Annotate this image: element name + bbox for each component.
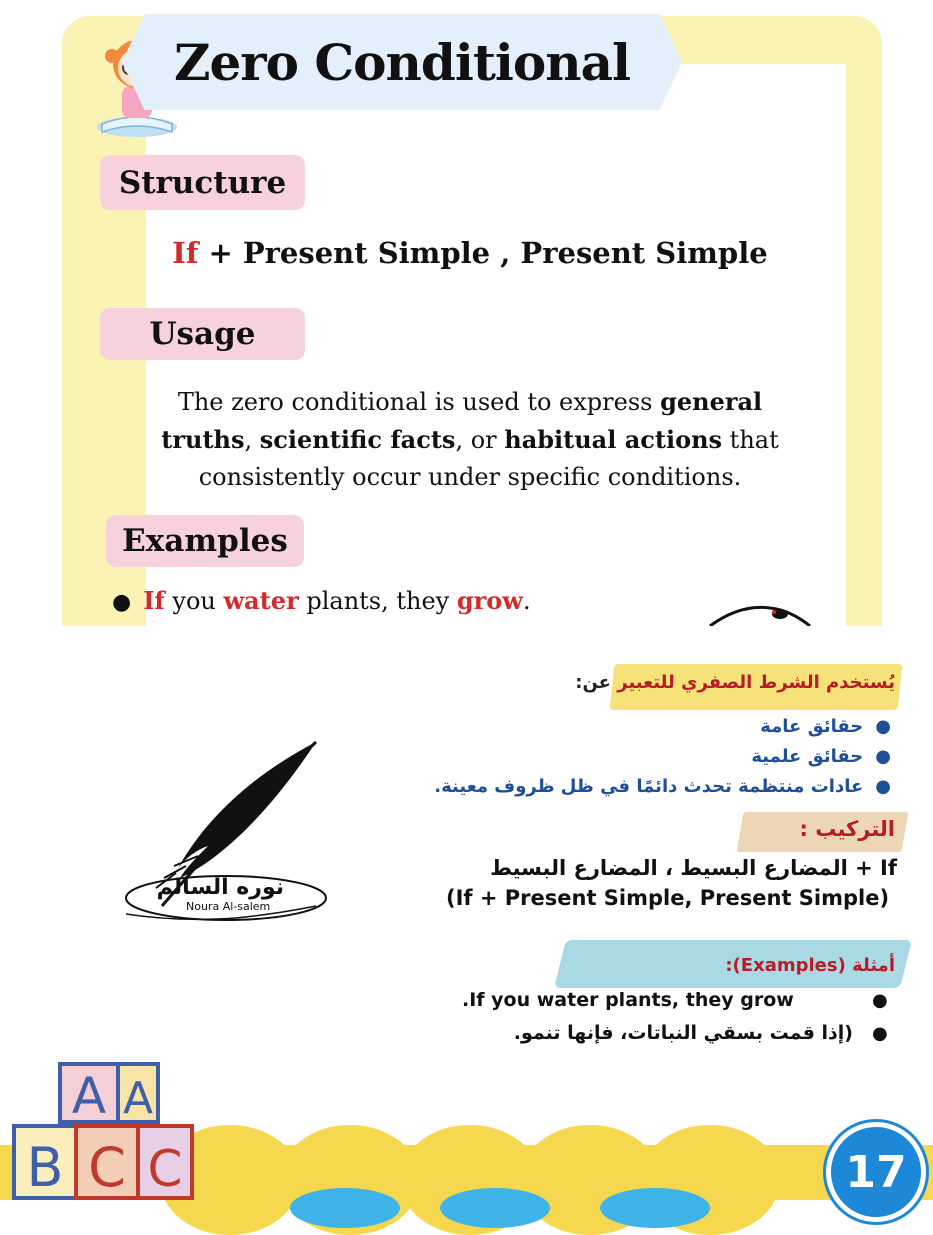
list-item [434,772,891,802]
author-logo [116,738,336,933]
example-text-3: . [522,587,531,615]
bullet-icon: ● [875,716,891,737]
bullet-icon: ● [872,1023,888,1044]
block-letter: B [26,1136,64,1199]
example-water: water [223,586,299,615]
cropped-bird-illustration [700,600,820,626]
usage-bold-habitual-actions: habitual actions [504,425,723,454]
footer-blue-arc [290,1188,400,1228]
examples-label: Examples [106,515,304,567]
usage-text-3: , or [455,426,505,454]
usage-text-4: that consistently occur under specific conditions. [198,426,779,491]
arabic-structure-heading: التركيب : [799,817,895,841]
usage-description [130,383,810,496]
list-item-text: عادات منتظمة تحدث دائمًا في ظل ظروف معينة. [434,776,864,797]
block-letter: A [122,1073,154,1124]
structure-formula [100,236,840,270]
example-text-2: plants, they [298,587,457,615]
list-item [434,712,891,742]
example-text-1: you [164,587,224,615]
page-title: Zero Conditional [173,32,631,92]
bullet-icon: ● [112,590,132,615]
bullet-icon: ● [875,776,891,797]
usage-text-2: , [244,426,260,454]
example-sentence [112,586,531,615]
block-letter: A [71,1067,107,1125]
arabic-structure-formula: If + المضارع البسيط ، المضارع البسيط [490,856,897,880]
footer-blue-arc [440,1188,550,1228]
arabic-usage-list [434,712,891,802]
example-if: If [143,586,165,615]
page-number-badge: 17 [826,1122,926,1222]
block-letter: C [88,1136,126,1199]
usage-bold-general-truths: general truths [161,387,763,454]
bullet-icon: ● [875,746,891,767]
block-letter: C [147,1140,183,1198]
list-item [434,742,891,772]
list-item-text: حقائق عامة [760,716,864,737]
structure-label: Structure [100,155,305,210]
logo-arabic-name: نوره السالم [156,875,284,900]
logo-english-name: Noura Al-salem [186,900,271,913]
example-english: .If you water plants, they grow [462,989,794,1011]
footer-blue-arc [600,1188,710,1228]
arabic-examples-heading: أمثلة (Examples): [725,955,895,976]
usage-text-1: The zero conditional is used to express [177,388,661,416]
usage-label: Usage [100,308,305,360]
example-grow: grow [456,586,523,615]
example-arabic: (إذا قمت بسقي النباتات، فإنها تنمو. [513,1022,853,1044]
list-item-text: حقائق علمية [751,746,864,767]
arabic-usage-heading-text: يُستخدم الشرط الصفري للتعبير [617,672,895,693]
usage-bold-scientific-facts: scientific facts [259,425,456,454]
formula-if: If [172,236,199,270]
formula-rest: + Present Simple , Present Simple [198,236,768,270]
arabic-usage-heading [575,672,895,693]
alphabet-blocks-illustration [0,1058,200,1200]
arabic-usage-heading-suffix: عن: [575,672,618,693]
english-structure-formula: (If + Present Simple, Present Simple) [446,886,890,910]
bullet-icon: ● [872,990,888,1011]
